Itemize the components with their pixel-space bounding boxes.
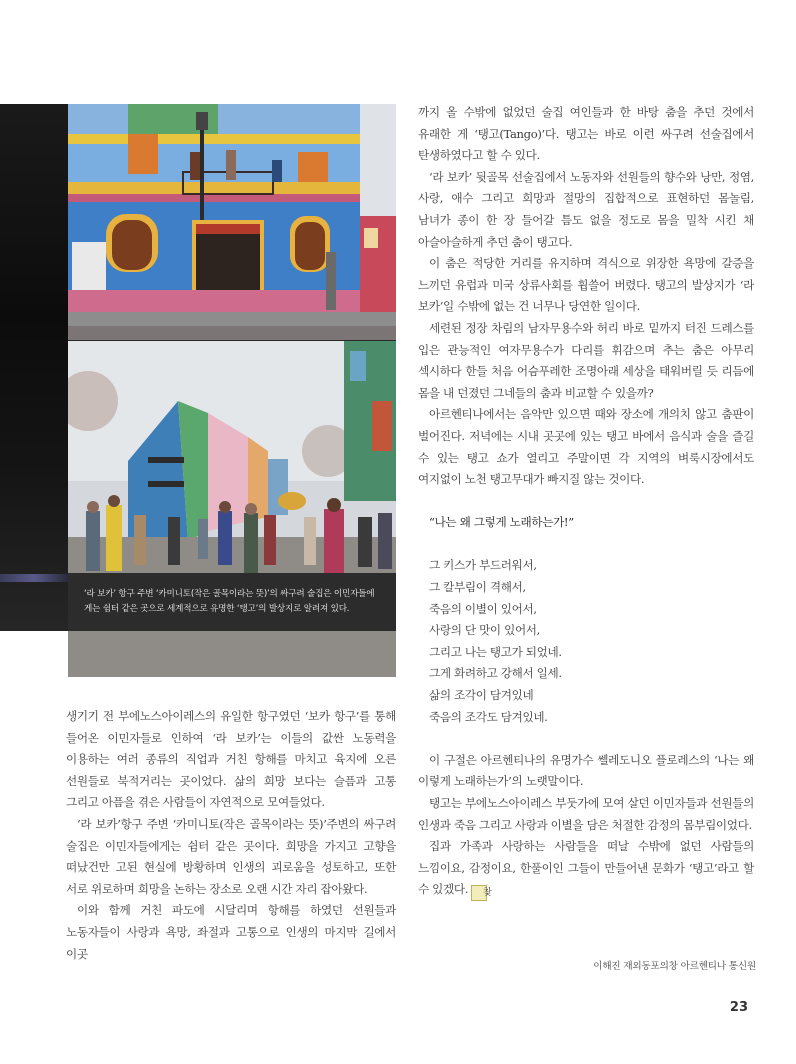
- poem-line: 삶의 조각이 담겨있네: [429, 688, 534, 703]
- poem-line: 그 칼부림이 격해서,: [429, 580, 526, 595]
- poem-line: 죽음의 조각도 담겨있네.: [429, 709, 548, 724]
- stage-photo-fragment: [0, 104, 68, 631]
- paragraph: 세련된 정장 차림의 남자무용수와 허리 바로 밑까지 터진 드레스를 입은 관능적인 여자무용수가 다리를 휘감으며 추는 춤은 아무리 섹시하다 한들 처음 어슴푸레한 조명아래 세상을 태워버릴 듯 리듬에 몸을 내 던졌던 그네들의 춤과 비교할 수 있을까?: [418, 320, 754, 400]
- poem-line: 그 키스가 부드러워서,: [429, 558, 537, 573]
- paragraph: 탱고는 부에노스아이레스 부둣가에 모여 살던 이민자들과 선원들의 인생과 죽음 그리고 사랑과 이별을 담은 처절한 감정의 몸부림이었다.: [418, 796, 754, 832]
- author-byline: 이해진 재외동포의창 아르헨티나 통신원: [593, 961, 756, 972]
- poem-line: 그게 화려하고 강해서 일세.: [429, 666, 562, 681]
- end-mark-icon: 찾: [471, 885, 487, 901]
- photo-collage: [68, 104, 396, 631]
- photo-caption: [68, 573, 396, 631]
- page-number: 23: [729, 1000, 748, 1015]
- caption-line-2: 게는 쉼터 같은 곳으로 세계적으로 유명한 ‘탱고’의 발상지로 알려져 있다.: [84, 604, 350, 614]
- caption-line-1: ‘라 보카’ 항구 주변 ‘카미니토(작은 골목이라는 뜻)’의 싸구려 술집은 이민자들에: [84, 589, 375, 599]
- stage-light: [0, 574, 68, 582]
- paragraph: 까지 올 수밖에 없었던 술집 여인들과 한 바탕 춤을 추던 것에서 유래한 게 ‘탱고(Tango)’다. 탱고는 바로 이런 싸구려 선술집에서 탄생하였다고 할 수 있다.: [418, 105, 754, 163]
- photo-colorful-building: [68, 104, 396, 340]
- poem-line: 죽음의 이별이 있어서,: [429, 601, 537, 616]
- paragraph: ‘라 보카’항구 주변 ‘카미니토(작은 골목이라는 뜻)’주변의 싸구려 술집은 이민자들에게는 쉼터 같은 곳이다. 희망을 가지고 고향을 떠났건만 고된 현실에 방황하며 인생의 괴로움을 성토하고, 또한 서로 위로하며 희망을 논하는 장소로 오랜 시간 자리 잡아왔다.: [66, 816, 396, 896]
- paragraph: 이 구절은 아르헨티나의 유명가수 쎌레도니오 플로레스의 ‘나는 왜 이렇게 노래하는가’의 노랫말이다.: [418, 752, 754, 789]
- article-right-column: [418, 102, 754, 901]
- poem-line: 그리고 나는 탱고가 되었네.: [429, 644, 562, 659]
- paragraph: 이 춤은 적당한 거리를 유지하며 격식으로 위장한 욕망에 갈증을 느끼던 유럽과 미국 상류사회를 휩쓸어 버렸다. 탱고의 발상지가 ‘라 보카’일 수밖에 없는 건 너무나 당연한 일이다.: [418, 256, 754, 314]
- paragraph: ‘라 보카’ 뒷골목 선술집에서 노동자와 선원들의 향수와 낭만, 정염, 사랑, 애수 그리고 희망과 절망의 집합적으로 표현하던 몸놀림, 남녀가 종이 한 장 들어갈 틈도 없을 정도로 몸을 밀착 시킨 채 아슬아슬하게 추던 춤이 탱고다.: [418, 169, 754, 249]
- article-left-column: [66, 706, 396, 965]
- poem-line: 사랑의 단 맛이 있어서,: [429, 623, 540, 638]
- paragraph: 아르헨티나에서는 음악만 있으면 때와 장소에 개의치 않고 춤판이 벌어진다. 저녁에는 시내 곳곳에 있는 탱고 바에서 음식과 술을 즐길 수 있는 탱고 쇼가 열리고 주말이면 각 지역의 벼룩시장에서도 여지없이 노천 탱고무대가 빠지질 않는 것이다.: [418, 407, 754, 487]
- poem-title: “나는 왜 그렇게 노래하는가!”: [429, 515, 574, 530]
- paragraph: [418, 836, 754, 901]
- paragraph-text: 집과 가족과 사랑하는 사람들을 떠날 수밖에 없던 사람들의 느낌이요, 감정이요, 한풀이인 그들이 만들어낸 문화가 ‘탱고’라고 할 수 있겠다.: [418, 839, 754, 897]
- paragraph: 이와 함께 거친 파도에 시달리며 항해를 하였던 선원들과 노동자들이 사랑과 욕망, 좌절과 고통으로 인생의 마지막 길에서 이곳: [66, 903, 396, 961]
- paragraph: 생기기 전 부에노스아이레스의 유일한 항구였던 ‘보카 항구’를 통해 들어온 이민자들로 인하여 ‘라 보카’는 이들의 값싼 노동력을 이용하는 여러 종류의 직업과 거친 항해를 마치고 육지에 오른 선원들로 북적거리는 곳이었다. 삶의 희망 보다는 슬픔과 고통 그리고 아픔을 겪은 사람들이 자연적으로 모여들었다.: [66, 709, 396, 810]
